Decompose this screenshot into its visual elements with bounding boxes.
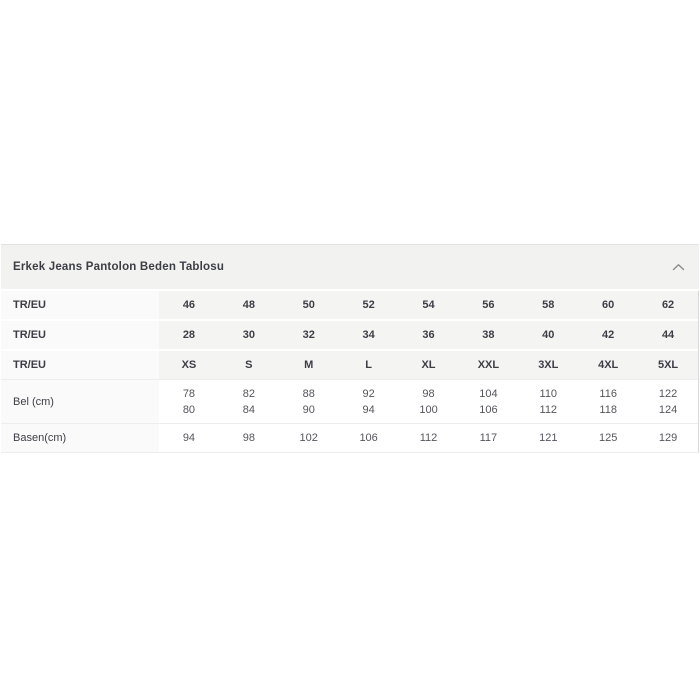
size-cell: 58 [518,291,578,319]
size-cell: 117 [479,432,498,444]
size-cell: 121 [539,432,558,444]
size-cell: 78 80 [182,387,196,416]
size-cell: 56 [458,291,518,319]
size-cell: S [219,351,279,379]
size-cell: 98 100 [419,387,438,416]
chevron-up-icon[interactable] [672,263,685,271]
table-row [1,321,698,351]
row-label: TR/EU [1,321,159,349]
accordion-title: Erkek Jeans Pantolon Beden Tablosu [13,261,225,273]
size-cell: 110 112 [539,387,558,416]
size-cell: 48 [219,291,279,319]
size-cell: 46 [159,291,219,319]
size-cell: 40 [518,321,578,349]
size-cell: 82 84 [242,387,255,416]
row-label: TR/EU [1,291,159,319]
row-label: Bel (cm) [1,380,159,423]
size-table [1,291,699,453]
size-cell: XL [399,351,459,379]
size-cell: 3XL [518,351,578,379]
size-cell: 4XL [578,351,638,379]
row-label: Basen(cm) [1,424,159,452]
size-cell: 52 [339,291,399,319]
size-cell: 116 118 [599,387,617,416]
size-cell: 125 [599,432,618,444]
size-cell: 62 [638,291,698,319]
row-label: TR/EU [1,351,159,379]
size-cell: 5XL [638,351,698,379]
size-cell: 42 [578,321,638,349]
size-cell: 106 [359,432,378,444]
size-cell: 122 124 [658,387,678,416]
size-cell: L [339,351,399,379]
size-cell: 36 [399,321,459,349]
size-cell: 44 [638,321,698,349]
size-cell: 129 [658,432,678,444]
size-cell: 104 106 [479,387,498,416]
size-cell: 88 90 [302,387,315,416]
size-chart-accordion-panel [1,244,699,453]
size-cell: 34 [339,321,399,349]
size-cell: 50 [279,291,339,319]
size-cell: M [279,351,339,379]
size-cell: 112 [419,432,438,444]
accordion-header[interactable] [1,245,699,289]
size-cell: XXL [458,351,518,379]
size-cell: XS [159,351,219,379]
size-cell: 30 [219,321,279,349]
table-row [1,291,698,321]
size-cell: 38 [458,321,518,349]
size-cell: 92 94 [362,387,375,416]
table-row [1,380,698,424]
size-cell: 94 [182,432,196,444]
table-row [1,424,698,452]
size-cell: 98 [242,432,255,444]
size-cell: 54 [399,291,459,319]
table-row [1,351,698,380]
size-cell: 60 [578,291,638,319]
size-cell: 102 [299,432,318,444]
size-cell: 28 [159,321,219,349]
size-cell: 32 [279,321,339,349]
